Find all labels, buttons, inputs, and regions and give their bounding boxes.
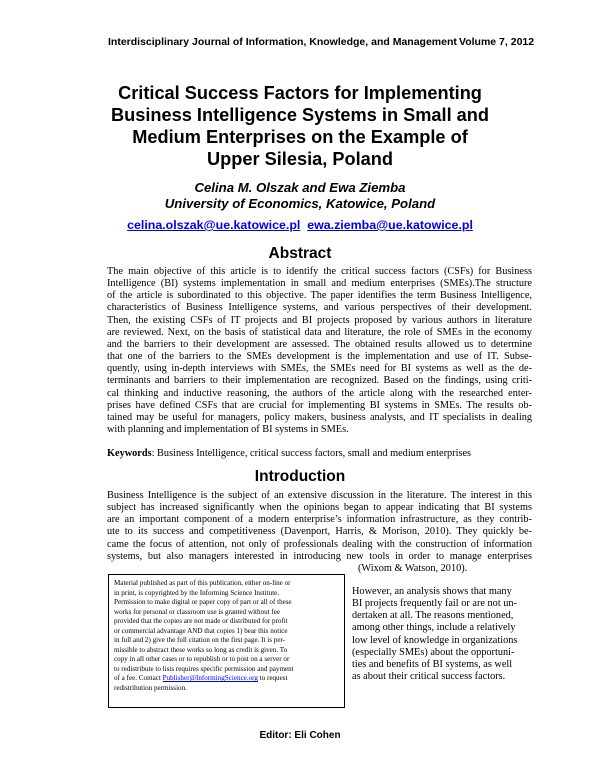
abstract-heading: Abstract [268,245,332,262]
copyright-line: provided that the copies are not made or distributed for profit [114,617,288,626]
copyright-line: in full and 2) give the full citation on the first page. It is per- [114,636,286,645]
abstract-line: prises have defined CSFs that are crucial for implementing BI systems in SMEs. The results ob- [107,399,532,411]
intro-line: came the focus of attention, not only of professionals dealing with the construction of information [107,538,532,550]
copyright-line: copy in all other cases or to republish or to post on a server or [114,655,290,664]
abstract-line: terminants and barriers to their implementation are recognized. Based on the findings, using criti- [107,375,532,387]
introduction-heading: Introduction [254,468,346,485]
abstract-line: cal thinking and inductive reasoning, the authors of the article along with the researched enter- [107,387,532,399]
intro-right-column [352,586,532,683]
abstract-line: that one of the barriers to the SMEs development is the implementation and use of IT. Subse- [107,351,532,363]
copyright-line: missible to abstract these works so long as credit is given. To [114,645,288,654]
right-column-line: (especially SMEs) about the opportuni- [352,646,515,658]
editor-footer: Editor: Eli Cohen [259,730,341,741]
keywords-text: : Business Intelligence, critical success factors, small and medium enterprises [151,448,472,459]
title-line: Upper Silesia, Poland [207,149,393,169]
email-link-olszak[interactable]: celina.olszak@ue.katowice.pl [127,218,301,232]
journal-name: Interdisciplinary Journal of Information, Knowledge, and Management [108,36,457,48]
title-line: Critical Success Factors for Implementing [118,83,482,103]
paper-title [60,82,540,170]
copyright-line-with-link [114,674,339,684]
copyright-notice [108,574,345,708]
keywords [107,448,471,459]
abstract-line: tained may be useful for managers, policy makers, business analysts, and IT specialists in dealing [107,411,532,423]
introduction-body [107,490,532,563]
copyright-line: to redistribute to lists requires specific permission and payment [114,664,294,673]
intro-line: subject has increased significantly when the opinions began to appear indicating that BI systems [107,502,532,514]
right-column-line: low level of knowledge in organizations [352,634,518,646]
abstract-line: and the barriers to their development are assessed. The obtained results allowed us to determine [107,338,532,350]
abstract-line: Intelligence (BI) systems implementation in small and medium enterprises (SMEs).The structure [107,278,532,290]
keywords-label: Keywords [107,448,152,459]
right-column-line: as about their critical success factors. [352,671,506,683]
intro-line: are an important component of a modern enterprise’s information infrastructure, as they contrib- [107,514,532,526]
abstract-line: characteristics of Business Intelligence systems, and various perspectives of their development. [107,302,532,314]
intro-line: systems, but also managers interested in introducing new tools in order to manage enterprises [107,550,532,562]
right-column-line: However, an analysis shows that many [352,586,512,597]
right-column-line: among other things, include a relatively [352,622,516,634]
abstract-line: with planning and implementation of BI systems in SMEs. [107,424,349,436]
intro-line: ute to its success and competitiveness (Davenport, Harris, & Morison, 2010). They quickly be- [107,526,532,538]
copyright-line: or commercial advantage AND that copies 1) bear this notice [114,626,288,635]
right-column-line: dertaken at all. The reasons mentioned, [352,610,514,622]
abstract-line: of the article is subordinated to this objective. The paper identifies the term Business Intelligence, [107,290,532,302]
abstract-line: are reviewed. Next, on the basis of statistical data and literature, the role of SMEs in the economy [107,326,532,338]
copyright-line: in print, is copyrighted by the Informing Science Institute. [114,588,280,597]
copyright-line: Material published as part of this publication, either on-line or [114,579,291,587]
copyright-line: works for personal or classroom use is granted without fee [114,607,281,616]
intro-citation: (Wixom & Watson, 2010). [358,563,468,574]
volume-label: Volume 7, 2012 [459,36,535,48]
author-emails [60,218,540,232]
copyright-line: redistribution permission. [114,684,187,693]
abstract-line: quently, using in-depth interviews with SMEs, the SMEs need for BI systems as well as the de- [107,363,532,375]
abstract-body [107,266,532,436]
copyright-link-prefix: of a fee. Contact [114,674,163,683]
email-link-ziemba[interactable]: ewa.ziemba@ue.katowice.pl [307,218,473,232]
copyright-link-suffix: to request [257,674,288,683]
publisher-email-link[interactable]: Publisher@InformingScience.org [162,674,258,683]
right-column-line: ties and benefits of BI systems, as well [352,658,513,670]
intro-line: Business Intelligence is the subject of an extensive discussion in the literature. The interest in this [107,490,532,501]
abstract-line: Then, the existing CSFs of IT projects and BI projects proposed by various authors in literature [107,314,532,326]
title-line: Business Intelligence Systems in Small and [110,105,490,125]
author-block [60,180,540,212]
author-affiliation: University of Economics, Katowice, Poland [164,196,436,211]
right-column-line: BI projects frequently fail or are not un- [352,598,517,610]
copyright-line: Permission to make digital or paper copy of part or all of these [114,598,292,607]
abstract-line: The main objective of this article is to identify the critical success factors (CSFs) for Business [107,266,532,277]
author-names: Celina M. Olszak and Ewa Ziemba [194,180,406,195]
title-line: Medium Enterprises on the Example of [132,127,468,147]
